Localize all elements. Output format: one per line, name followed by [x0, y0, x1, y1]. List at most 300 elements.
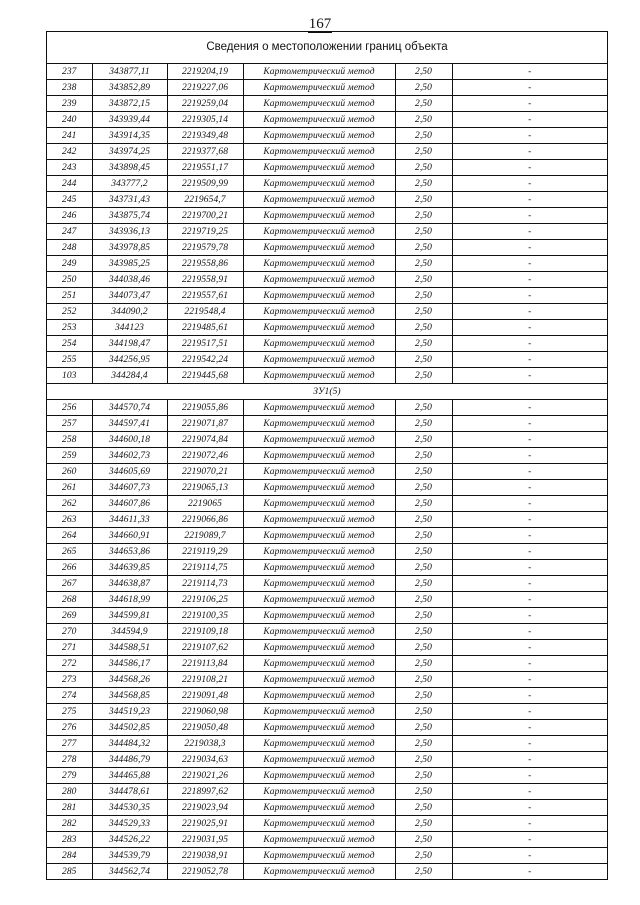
coord-x-cell: 344600,18 [92, 432, 167, 448]
method-cell: Картометрический метод [243, 624, 395, 640]
point-number-cell: 271 [47, 640, 92, 656]
coord-y-cell: 2219107,62 [167, 640, 243, 656]
coord-y-cell: 2219542,24 [167, 352, 243, 368]
method-cell: Картометрический метод [243, 592, 395, 608]
method-cell: Картометрический метод [243, 64, 395, 80]
description-cell: - [452, 816, 607, 832]
page-number-text: 167 [308, 16, 332, 32]
coord-x-cell: 344570,74 [92, 400, 167, 416]
point-number-cell: 103 [47, 368, 92, 384]
method-cell: Картометрический метод [243, 656, 395, 672]
method-cell: Картометрический метод [243, 560, 395, 576]
precision-cell: 2,50 [395, 816, 452, 832]
coord-y-cell: 2219089,7 [167, 528, 243, 544]
point-number-cell: 282 [47, 816, 92, 832]
precision-cell: 2,50 [395, 832, 452, 848]
coord-y-cell: 2219106,25 [167, 592, 243, 608]
coord-x-cell: 343914,35 [92, 128, 167, 144]
precision-cell: 2,50 [395, 128, 452, 144]
description-cell: - [452, 96, 607, 112]
coord-y-cell: 2219071,87 [167, 416, 243, 432]
precision-cell: 2,50 [395, 688, 452, 704]
table-row [47, 816, 607, 832]
coord-y-cell: 2219074,84 [167, 432, 243, 448]
precision-cell: 2,50 [395, 336, 452, 352]
coord-x-cell: 344526,22 [92, 832, 167, 848]
coord-y-cell: 2219050,48 [167, 720, 243, 736]
method-cell: Картометрический метод [243, 288, 395, 304]
method-cell: Картометрический метод [243, 784, 395, 800]
table-row [47, 192, 607, 208]
table-section [47, 384, 607, 400]
precision-cell: 2,50 [395, 432, 452, 448]
coord-y-cell: 2219558,91 [167, 272, 243, 288]
description-cell: - [452, 432, 607, 448]
precision-cell: 2,50 [395, 144, 452, 160]
precision-cell: 2,50 [395, 800, 452, 816]
description-cell: - [452, 672, 607, 688]
precision-cell: 2,50 [395, 848, 452, 864]
precision-cell: 2,50 [395, 256, 452, 272]
coord-y-cell: 2219114,75 [167, 560, 243, 576]
point-number-cell: 255 [47, 352, 92, 368]
coord-y-cell: 2219445,68 [167, 368, 243, 384]
coord-x-cell: 343978,85 [92, 240, 167, 256]
description-cell: - [452, 752, 607, 768]
table-row [47, 800, 607, 816]
coord-y-cell: 2219700,21 [167, 208, 243, 224]
description-cell: - [452, 784, 607, 800]
precision-cell: 2,50 [395, 112, 452, 128]
coord-y-cell: 2219557,61 [167, 288, 243, 304]
table-row [47, 592, 607, 608]
coord-y-cell: 2219654,7 [167, 192, 243, 208]
coord-x-cell: 344562,74 [92, 864, 167, 880]
coord-x-cell: 344611,33 [92, 512, 167, 528]
table-row [47, 208, 607, 224]
coord-y-cell: 2219072,46 [167, 448, 243, 464]
coord-y-cell: 2219119,29 [167, 544, 243, 560]
precision-cell: 2,50 [395, 768, 452, 784]
table-row [47, 304, 607, 320]
description-cell: - [452, 208, 607, 224]
description-cell: - [452, 720, 607, 736]
method-cell: Картометрический метод [243, 464, 395, 480]
coord-x-cell: 343939,44 [92, 112, 167, 128]
method-cell: Картометрический метод [243, 528, 395, 544]
method-cell: Картометрический метод [243, 448, 395, 464]
table-row [47, 160, 607, 176]
point-number-cell: 279 [47, 768, 92, 784]
point-number-cell: 254 [47, 336, 92, 352]
precision-cell: 2,50 [395, 624, 452, 640]
precision-cell: 2,50 [395, 288, 452, 304]
table-row [47, 528, 607, 544]
method-cell: Картометрический метод [243, 608, 395, 624]
point-number-cell: 272 [47, 656, 92, 672]
method-cell: Картометрический метод [243, 768, 395, 784]
precision-cell: 2,50 [395, 400, 452, 416]
coord-x-cell: 344486,79 [92, 752, 167, 768]
coord-x-cell: 344605,69 [92, 464, 167, 480]
table-row [47, 112, 607, 128]
precision-cell: 2,50 [395, 528, 452, 544]
point-number-cell: 242 [47, 144, 92, 160]
coord-x-cell: 344478,61 [92, 784, 167, 800]
table-row [47, 480, 607, 496]
method-cell: Картометрический метод [243, 832, 395, 848]
method-cell: Картометрический метод [243, 144, 395, 160]
precision-cell: 2,50 [395, 224, 452, 240]
point-number-cell: 243 [47, 160, 92, 176]
coord-x-cell: 344607,86 [92, 496, 167, 512]
description-cell: - [452, 704, 607, 720]
table-row [47, 704, 607, 720]
point-number-cell: 278 [47, 752, 92, 768]
coord-x-cell: 344090,2 [92, 304, 167, 320]
coord-y-cell: 2219114,73 [167, 576, 243, 592]
point-number-cell: 237 [47, 64, 92, 80]
precision-cell: 2,50 [395, 208, 452, 224]
description-cell: - [452, 272, 607, 288]
method-cell: Картометрический метод [243, 672, 395, 688]
precision-cell: 2,50 [395, 672, 452, 688]
table-row [47, 176, 607, 192]
description-cell: - [452, 512, 607, 528]
method-cell: Картометрический метод [243, 112, 395, 128]
coord-y-cell: 2219025,91 [167, 816, 243, 832]
point-number-cell: 239 [47, 96, 92, 112]
coord-x-cell: 344539,79 [92, 848, 167, 864]
method-cell: Картометрический метод [243, 544, 395, 560]
point-number-cell: 253 [47, 320, 92, 336]
coord-y-cell: 2219108,21 [167, 672, 243, 688]
section-label: ЗУ1(5) [47, 384, 607, 400]
table-row [47, 544, 607, 560]
coord-x-cell: 344198,47 [92, 336, 167, 352]
method-cell: Картометрический метод [243, 320, 395, 336]
description-cell: - [452, 576, 607, 592]
description-cell: - [452, 304, 607, 320]
precision-cell: 2,50 [395, 240, 452, 256]
method-cell: Картометрический метод [243, 432, 395, 448]
precision-cell: 2,50 [395, 96, 452, 112]
coord-x-cell: 343974,25 [92, 144, 167, 160]
coord-y-cell: 2218997,62 [167, 784, 243, 800]
coord-y-cell: 2219259,04 [167, 96, 243, 112]
point-number-cell: 245 [47, 192, 92, 208]
method-cell: Картометрический метод [243, 240, 395, 256]
description-cell: - [452, 144, 607, 160]
method-cell: Картометрический метод [243, 160, 395, 176]
table-row [47, 576, 607, 592]
point-number-cell: 264 [47, 528, 92, 544]
table-row [47, 848, 607, 864]
description-cell: - [452, 336, 607, 352]
coord-x-cell: 344586,17 [92, 656, 167, 672]
precision-cell: 2,50 [395, 416, 452, 432]
coord-x-cell: 344660,91 [92, 528, 167, 544]
coord-y-cell: 2219349,48 [167, 128, 243, 144]
precision-cell: 2,50 [395, 368, 452, 384]
coord-x-cell: 344639,85 [92, 560, 167, 576]
point-number-cell: 273 [47, 672, 92, 688]
coord-x-cell: 344602,73 [92, 448, 167, 464]
table-row [47, 864, 607, 880]
coord-y-cell: 2219065,13 [167, 480, 243, 496]
precision-cell: 2,50 [395, 320, 452, 336]
point-number-cell: 262 [47, 496, 92, 512]
method-cell: Картометрический метод [243, 752, 395, 768]
point-number-cell: 259 [47, 448, 92, 464]
point-number-cell: 265 [47, 544, 92, 560]
coord-y-cell: 2219113,84 [167, 656, 243, 672]
description-cell: - [452, 496, 607, 512]
coord-y-cell: 2219031,95 [167, 832, 243, 848]
precision-cell: 2,50 [395, 496, 452, 512]
precision-cell: 2,50 [395, 80, 452, 96]
precision-cell: 2,50 [395, 592, 452, 608]
point-number-cell: 240 [47, 112, 92, 128]
coord-y-cell: 2219066,86 [167, 512, 243, 528]
point-number-cell: 268 [47, 592, 92, 608]
coord-y-cell: 2219065 [167, 496, 243, 512]
table-row [47, 512, 607, 528]
method-cell: Картометрический метод [243, 640, 395, 656]
point-number-cell: 260 [47, 464, 92, 480]
table-row [47, 608, 607, 624]
precision-cell: 2,50 [395, 304, 452, 320]
precision-cell: 2,50 [395, 352, 452, 368]
table-row [47, 448, 607, 464]
table-row [47, 352, 607, 368]
coord-x-cell: 344465,88 [92, 768, 167, 784]
coord-x-cell: 344123 [92, 320, 167, 336]
coord-x-cell: 344484,32 [92, 736, 167, 752]
coordinates-table [47, 64, 607, 880]
table-row [47, 320, 607, 336]
table-row [47, 672, 607, 688]
coord-x-cell: 344568,26 [92, 672, 167, 688]
description-cell: - [452, 688, 607, 704]
method-cell: Картометрический метод [243, 848, 395, 864]
point-number-cell: 285 [47, 864, 92, 880]
description-cell: - [452, 288, 607, 304]
table-row [47, 560, 607, 576]
coord-y-cell: 2219377,68 [167, 144, 243, 160]
coord-x-cell: 344568,85 [92, 688, 167, 704]
description-cell: - [452, 80, 607, 96]
precision-cell: 2,50 [395, 464, 452, 480]
point-number-cell: 256 [47, 400, 92, 416]
coord-y-cell: 2219023,94 [167, 800, 243, 816]
section-row [47, 384, 607, 400]
method-cell: Картометрический метод [243, 576, 395, 592]
description-cell: - [452, 192, 607, 208]
method-cell: Картометрический метод [243, 864, 395, 880]
precision-cell: 2,50 [395, 272, 452, 288]
coord-x-cell: 344588,51 [92, 640, 167, 656]
point-number-cell: 267 [47, 576, 92, 592]
point-number-cell: 251 [47, 288, 92, 304]
method-cell: Картометрический метод [243, 736, 395, 752]
coord-y-cell: 2219021,26 [167, 768, 243, 784]
coord-x-cell: 343872,15 [92, 96, 167, 112]
coord-y-cell: 2219719,25 [167, 224, 243, 240]
precision-cell: 2,50 [395, 480, 452, 496]
coord-y-cell: 2219055,86 [167, 400, 243, 416]
coord-x-cell: 344073,47 [92, 288, 167, 304]
method-cell: Картометрический метод [243, 256, 395, 272]
table-row [47, 64, 607, 80]
coord-y-cell: 2219038,3 [167, 736, 243, 752]
method-cell: Картометрический метод [243, 96, 395, 112]
method-cell: Картометрический метод [243, 416, 395, 432]
coord-y-cell: 2219517,51 [167, 336, 243, 352]
coord-y-cell: 2219305,14 [167, 112, 243, 128]
point-number-cell: 276 [47, 720, 92, 736]
description-cell: - [452, 848, 607, 864]
method-cell: Картометрический метод [243, 704, 395, 720]
table-row [47, 144, 607, 160]
precision-cell: 2,50 [395, 736, 452, 752]
table-row [47, 832, 607, 848]
precision-cell: 2,50 [395, 512, 452, 528]
coord-x-cell: 344638,87 [92, 576, 167, 592]
coord-x-cell: 343985,25 [92, 256, 167, 272]
description-cell: - [452, 352, 607, 368]
coord-x-cell: 344530,35 [92, 800, 167, 816]
point-number-cell: 281 [47, 800, 92, 816]
table-row [47, 624, 607, 640]
method-cell: Картометрический метод [243, 192, 395, 208]
table-row [47, 656, 607, 672]
table-row [47, 128, 607, 144]
precision-cell: 2,50 [395, 720, 452, 736]
table-header: Сведения о местоположении границ объекта [47, 32, 607, 64]
description-cell: - [452, 464, 607, 480]
coord-x-cell: 344529,33 [92, 816, 167, 832]
precision-cell: 2,50 [395, 192, 452, 208]
description-cell: - [452, 112, 607, 128]
description-cell: - [452, 864, 607, 880]
description-cell: - [452, 400, 607, 416]
description-cell: - [452, 128, 607, 144]
description-cell: - [452, 608, 607, 624]
description-cell: - [452, 736, 607, 752]
table-row [47, 80, 607, 96]
coord-y-cell: 2219109,18 [167, 624, 243, 640]
table-row [47, 768, 607, 784]
description-cell: - [452, 640, 607, 656]
precision-cell: 2,50 [395, 160, 452, 176]
method-cell: Картометрический метод [243, 352, 395, 368]
precision-cell: 2,50 [395, 704, 452, 720]
point-number-cell: 263 [47, 512, 92, 528]
coord-y-cell: 2219038,91 [167, 848, 243, 864]
coord-x-cell: 344594,9 [92, 624, 167, 640]
point-number-cell: 241 [47, 128, 92, 144]
precision-cell: 2,50 [395, 448, 452, 464]
coord-x-cell: 343731,43 [92, 192, 167, 208]
table-row [47, 416, 607, 432]
description-cell: - [452, 768, 607, 784]
description-cell: - [452, 624, 607, 640]
coord-x-cell: 343852,89 [92, 80, 167, 96]
point-number-cell: 248 [47, 240, 92, 256]
point-number-cell: 238 [47, 80, 92, 96]
point-number-cell: 275 [47, 704, 92, 720]
method-cell: Картометрический метод [243, 336, 395, 352]
precision-cell: 2,50 [395, 640, 452, 656]
method-cell: Картометрический метод [243, 80, 395, 96]
coord-y-cell: 2219034,63 [167, 752, 243, 768]
description-cell: - [452, 528, 607, 544]
coord-y-cell: 2219558,86 [167, 256, 243, 272]
table-row [47, 784, 607, 800]
coord-x-cell: 344284,4 [92, 368, 167, 384]
method-cell: Картометрический метод [243, 128, 395, 144]
point-number-cell: 284 [47, 848, 92, 864]
description-cell: - [452, 320, 607, 336]
coord-y-cell: 2219091,48 [167, 688, 243, 704]
method-cell: Картометрический метод [243, 720, 395, 736]
boundary-table-frame [46, 31, 608, 880]
coord-x-cell: 343877,11 [92, 64, 167, 80]
point-number-cell: 257 [47, 416, 92, 432]
method-cell: Картометрический метод [243, 688, 395, 704]
point-number-cell: 247 [47, 224, 92, 240]
coord-x-cell: 344607,73 [92, 480, 167, 496]
table-row [47, 752, 607, 768]
coord-y-cell: 2219227,06 [167, 80, 243, 96]
method-cell: Картометрический метод [243, 800, 395, 816]
point-number-cell: 270 [47, 624, 92, 640]
coord-x-cell: 344653,86 [92, 544, 167, 560]
method-cell: Картометрический метод [243, 480, 395, 496]
table-row [47, 640, 607, 656]
coord-x-cell: 344599,81 [92, 608, 167, 624]
description-cell: - [452, 224, 607, 240]
description-cell: - [452, 240, 607, 256]
table-row [47, 720, 607, 736]
coord-y-cell: 2219485,61 [167, 320, 243, 336]
description-cell: - [452, 480, 607, 496]
table-row [47, 256, 607, 272]
description-cell: - [452, 560, 607, 576]
table-row [47, 736, 607, 752]
description-cell: - [452, 256, 607, 272]
table-row [47, 432, 607, 448]
table-row [47, 224, 607, 240]
precision-cell: 2,50 [395, 176, 452, 192]
table-row [47, 96, 607, 112]
description-cell: - [452, 448, 607, 464]
point-number-cell: 246 [47, 208, 92, 224]
table-row [47, 496, 607, 512]
point-number-cell: 258 [47, 432, 92, 448]
coord-x-cell: 344256,95 [92, 352, 167, 368]
precision-cell: 2,50 [395, 576, 452, 592]
description-cell: - [452, 368, 607, 384]
point-number-cell: 250 [47, 272, 92, 288]
precision-cell: 2,50 [395, 560, 452, 576]
table-row [47, 288, 607, 304]
method-cell: Картометрический метод [243, 368, 395, 384]
point-number-cell: 269 [47, 608, 92, 624]
table-row [47, 336, 607, 352]
description-cell: - [452, 416, 607, 432]
